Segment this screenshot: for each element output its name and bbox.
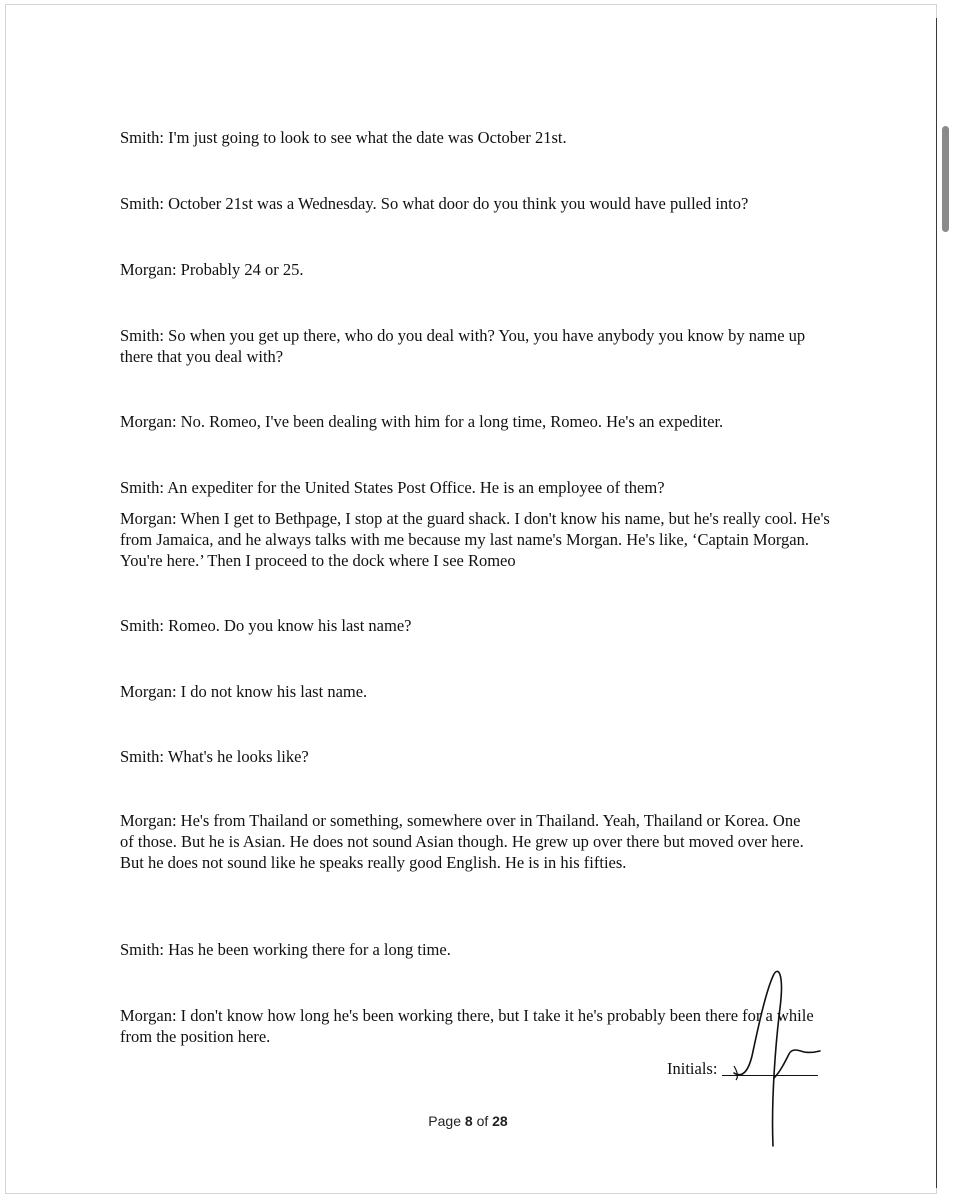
transcript-line-7: Morgan: When I get to Bethpage, I stop at the guard shack. I don't know his name, but he's really cool. He's from Jamaica, and he always talks with me because my last name's Morgan. He's like, ‘Captain Morgan. You're here.’ Then I proceed to the dock where I see Romeo bbox=[120, 509, 830, 570]
footer-current-page: 8 bbox=[464, 1113, 473, 1129]
transcript-line-5: Morgan: No. Romeo, I've been dealing with him for a long time, Romeo. He's an expediter. bbox=[120, 412, 724, 431]
page-edge-line bbox=[936, 18, 937, 1188]
transcript-line-2: Smith: October 21st was a Wednesday. So what door do you think you would have pulled into? bbox=[120, 194, 749, 213]
transcript-line-12: Smith: Has he been working there for a long time. bbox=[120, 940, 451, 959]
initials-label: Initials: bbox=[667, 1059, 718, 1078]
transcript-line-10: Smith: What's he looks like? bbox=[120, 747, 309, 766]
scrollbar-thumb[interactable] bbox=[942, 126, 949, 232]
footer-total-pages: 28 bbox=[492, 1113, 508, 1129]
transcript-line-3: Morgan: Probably 24 or 25. bbox=[120, 260, 304, 279]
transcript-line-4: Smith: So when you get up there, who do you deal with? You, you have anybody you know by name up there that you deal with? bbox=[120, 326, 806, 366]
transcript-line-1: Smith: I'm just going to look to see what the date was October 21st. bbox=[120, 128, 567, 147]
transcript-line-13: Morgan: I don't know how long he's been working there, but I take it he's probably been there for a while from the position here. bbox=[120, 1006, 814, 1046]
transcript-line-9: Morgan: I do not know his last name. bbox=[120, 682, 368, 701]
transcript-line-6: Smith: An expediter for the United States Post Office. He is an employee of them? bbox=[120, 478, 665, 497]
page-footer bbox=[0, 1113, 936, 1129]
transcript-line-11: Morgan: He's from Thailand or something, somewhere over in Thailand. Yeah, Thailand or Korea. One of those. But he is Asian. He does not sound Asian though. He grew up over there but moved over here. But he does not sound like he speaks really good English. He is in his fifties. bbox=[120, 811, 804, 872]
footer-page-word: Page bbox=[428, 1113, 461, 1129]
footer-of-word: of bbox=[476, 1113, 489, 1129]
transcript-line-8: Smith: Romeo. Do you know his last name? bbox=[120, 616, 412, 635]
